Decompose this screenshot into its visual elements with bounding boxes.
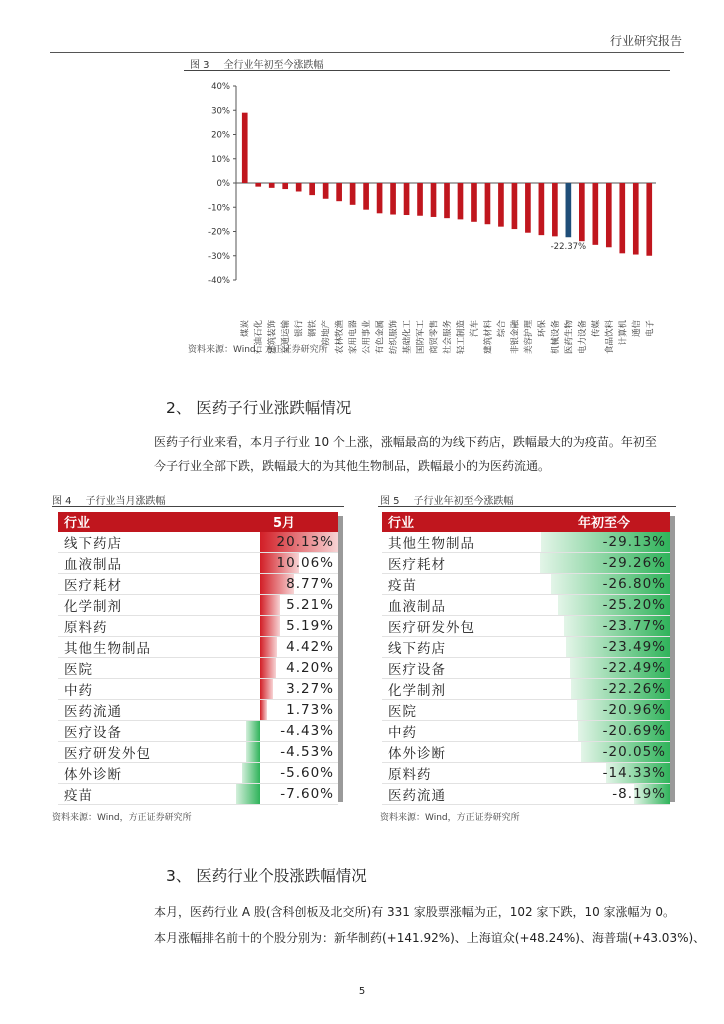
change-value: -4.53%: [230, 741, 338, 762]
value-bar: [260, 616, 280, 636]
bar-商贸零售: [431, 183, 437, 217]
table-row: [58, 720, 338, 741]
table-row: [382, 552, 670, 573]
x-tick-label: 银行: [294, 320, 305, 338]
table-row: [382, 699, 670, 720]
change-value: -29.26%: [538, 552, 670, 573]
table-row: [382, 741, 670, 762]
section3-para-line1: 本月，医药行业 A 股(含科创板及北交所)有 331 家股票涨幅为正，102 家下跌，10 家涨幅为 0。: [154, 905, 675, 919]
x-tick-label: 商贸零售: [429, 320, 440, 355]
fig3-number: 图 3: [190, 60, 210, 71]
change-value: -20.69%: [538, 720, 670, 741]
y-tick-label: 20%: [211, 130, 230, 141]
fig5-top-rule: [378, 506, 676, 507]
industry-name: 化学制剂: [58, 594, 230, 615]
fig4-title: 子行业当月涨跌幅: [85, 496, 166, 507]
industry-name: 医疗耗材: [58, 573, 230, 594]
table-row: [58, 552, 338, 573]
section2-para-line2: 今子行业全部下跌，跌幅最大的为其他生物制品，跌幅最小的为医药流通。: [154, 459, 551, 473]
industry-name: 医疗耗材: [382, 552, 538, 573]
x-tick-label: 传媒: [591, 320, 602, 338]
section3-para-line2: 本月涨幅排名前十的个股分别为：新华制药(+141.92%)、上海谊众(+48.24%)、海普瑞(+43.03%)、: [154, 931, 706, 945]
change-value: -7.60%: [230, 783, 338, 804]
x-tick-label: 美容护理: [523, 320, 534, 355]
fig3-caption: [190, 56, 324, 71]
section3-title: 3、 医药行业个股涨跌幅情况: [166, 867, 367, 885]
bar-社会服务: [444, 183, 450, 218]
x-tick-label: 纺织服饰: [389, 320, 400, 355]
bar-国防军工: [417, 183, 423, 216]
value-bar: [260, 700, 267, 720]
bar-钢铁: [309, 183, 315, 195]
table-row: [58, 532, 338, 553]
y-tick-label: 10%: [211, 154, 230, 165]
change-value: -22.26%: [538, 678, 670, 699]
industry-name: 医疗设备: [58, 720, 230, 741]
x-tick-label: 房地产: [321, 320, 332, 346]
x-tick-label: 汽车: [469, 320, 480, 338]
x-tick-label: 建筑材料: [483, 320, 494, 355]
industry-name: 疫苗: [58, 783, 230, 804]
fig4-source: 资料来源：Wind，方正证券研究所: [52, 813, 192, 823]
change-value: -26.80%: [538, 573, 670, 594]
value-bar: [260, 679, 273, 699]
bar-医药生物: [566, 183, 572, 237]
bar-公用事业: [363, 183, 369, 210]
change-value: 5.21%: [230, 594, 338, 615]
industry-name: 化学制剂: [382, 678, 538, 699]
table-row: [58, 636, 338, 657]
table-row: [382, 615, 670, 636]
bar-轻工制造: [458, 183, 464, 219]
table-row: [58, 783, 338, 804]
x-tick-label: 环保: [537, 320, 548, 338]
x-tick-label: 社会服务: [443, 320, 453, 355]
change-value: 10.06%: [230, 552, 338, 573]
table-row: [58, 762, 338, 783]
industry-name: 医药流通: [58, 699, 230, 720]
x-tick-label: 煤炭: [240, 320, 251, 338]
value-bar: [242, 763, 260, 783]
table-row: [58, 657, 338, 678]
fig4-top-rule: [52, 506, 344, 507]
bar-计算机: [619, 183, 625, 253]
table-row: [382, 678, 670, 699]
x-tick-label: 轻工制造: [456, 320, 467, 355]
bar-机械设备: [552, 183, 558, 236]
fig3-source: 资料来源：Wind，方正证券研究所: [188, 345, 328, 355]
x-tick-label: 有色金属: [375, 320, 386, 355]
value-bar: [260, 637, 277, 657]
section2-title: 2、 医药子行业涨跌幅情况: [166, 399, 352, 417]
y-tick-label: -30%: [208, 251, 230, 262]
table-row: [382, 720, 670, 741]
bar-电力设备: [579, 183, 585, 241]
table-row: [58, 741, 338, 762]
x-tick-label: 综合: [496, 320, 507, 338]
x-tick-label: 石油石化: [254, 320, 265, 355]
table-row: [382, 636, 670, 657]
bar-电子: [646, 183, 652, 256]
x-tick-label: 计算机: [618, 320, 629, 346]
y-tick-label: 0%: [216, 179, 230, 189]
bar-交通运输: [282, 183, 288, 189]
x-tick-label: 公用事业: [362, 320, 373, 355]
bar-房地产: [323, 183, 329, 199]
value-bar: [236, 784, 260, 804]
bar-传媒: [592, 183, 598, 245]
change-value: -20.96%: [538, 699, 670, 720]
y-tick-label: -10%: [208, 203, 230, 214]
industry-name: 线下药店: [382, 636, 538, 657]
industry-name: 医疗设备: [382, 657, 538, 678]
x-tick-label: 电子: [645, 320, 656, 338]
bar-基础化工: [404, 183, 410, 215]
change-value: -23.77%: [538, 615, 670, 636]
table-row: [382, 594, 670, 615]
table-row: [382, 657, 670, 678]
fig5-table: [382, 512, 670, 805]
x-tick-label: 非银金融: [510, 320, 521, 355]
x-tick-label: 食品饮料: [604, 320, 615, 355]
y-tick-label: 40%: [211, 82, 230, 92]
fig5-caption: [380, 492, 514, 507]
industry-name: 体外诊断: [58, 762, 230, 783]
table-row: [58, 594, 338, 615]
industry-name: 医药流通: [382, 783, 538, 804]
x-tick-label: 医药生物: [564, 320, 575, 355]
industry-name: 医院: [58, 657, 230, 678]
table-row: [58, 573, 338, 594]
bar-食品饮料: [606, 183, 612, 247]
industry-name: 中药: [382, 720, 538, 741]
column-header-industry: 行业: [382, 512, 538, 532]
industry-name: 医院: [382, 699, 538, 720]
fig4-caption: [52, 492, 166, 507]
bar-煤炭: [242, 113, 248, 183]
page-number: 5: [358, 986, 366, 997]
industry-name: 血液制品: [58, 552, 230, 573]
x-tick-label: 通信: [631, 320, 642, 338]
column-header-value: 年初至今: [538, 512, 670, 532]
x-tick-label: 钢铁: [308, 320, 319, 338]
value-bar: [260, 595, 280, 615]
industry-name: 其他生物制品: [58, 636, 230, 657]
industry-name: 医疗研发外包: [382, 615, 538, 636]
industry-name: 其他生物制品: [382, 532, 538, 553]
change-value: -14.33%: [538, 762, 670, 783]
table-row: [382, 532, 670, 553]
bar-建筑装饰: [269, 183, 275, 188]
x-tick-label: 交通运输: [281, 320, 292, 355]
fig4-number: 图 4: [52, 496, 72, 507]
bar-非银金融: [512, 183, 518, 229]
report-header: 行业研究报告: [609, 34, 682, 48]
table-header-row: [382, 512, 670, 532]
x-tick-label: 国防军工: [416, 320, 427, 355]
x-tick-label: 农林牧渔: [335, 320, 346, 355]
y-tick-label: 30%: [211, 106, 230, 117]
value-bar: [260, 658, 276, 678]
table-row: [382, 762, 670, 783]
change-value: 8.77%: [230, 573, 338, 594]
change-value: 1.73%: [230, 699, 338, 720]
y-tick-label: -20%: [208, 227, 230, 238]
fig5-table-shadow: [670, 516, 675, 802]
bar-农林牧渔: [336, 183, 342, 201]
table-row: [58, 699, 338, 720]
industry-name: 原料药: [58, 615, 230, 636]
y-tick-label: -40%: [208, 276, 230, 286]
change-value: -29.13%: [538, 532, 670, 553]
fig4-table: [58, 512, 338, 805]
bar-美容护理: [525, 183, 531, 233]
value-bar: [246, 742, 260, 762]
industry-name: 原料药: [382, 762, 538, 783]
bar-有色金属: [377, 183, 383, 213]
bar-家用电器: [350, 183, 356, 205]
x-tick-label: 电力设备: [577, 320, 588, 355]
header-divider: [50, 52, 684, 53]
change-value: 4.20%: [230, 657, 338, 678]
fig3-top-rule: [184, 70, 670, 71]
fig5-title: 子行业年初至今涨跌幅: [413, 496, 514, 507]
x-tick-label: 机械设备: [550, 320, 561, 355]
bar-石油石化: [255, 183, 261, 187]
industry-name: 疫苗: [382, 573, 538, 594]
change-value: 5.19%: [230, 615, 338, 636]
table-row: [382, 573, 670, 594]
x-tick-label: 建筑装饰: [267, 320, 278, 355]
bar-通信: [633, 183, 639, 255]
industry-name: 中药: [58, 678, 230, 699]
value-bar: [246, 721, 260, 741]
table-row: [382, 783, 670, 804]
bar-建筑材料: [485, 183, 491, 224]
bar-综合: [498, 183, 504, 227]
change-value: -22.49%: [538, 657, 670, 678]
fig4-table-shadow: [338, 516, 343, 802]
industry-name: 体外诊断: [382, 741, 538, 762]
section2-para-line1: 医药子行业来看，本月子行业 10 个上涨，涨幅最高的为线下药店，跌幅最大的为疫苗。年初至: [154, 435, 657, 449]
x-tick-label: 家用电器: [348, 320, 359, 355]
bar-环保: [539, 183, 545, 235]
change-value: -4.43%: [230, 720, 338, 741]
table-header-row: [58, 512, 338, 532]
change-value: -20.05%: [538, 741, 670, 762]
table-row: [58, 615, 338, 636]
industry-name: 医疗研发外包: [58, 741, 230, 762]
column-header-value: 5月: [230, 512, 338, 532]
fig5-source: 资料来源：Wind，方正证券研究所: [380, 813, 520, 823]
change-value: 20.13%: [230, 532, 338, 553]
industry-name: 血液制品: [382, 594, 538, 615]
change-value: -25.20%: [538, 594, 670, 615]
bar-纺织服饰: [390, 183, 396, 215]
fig5-number: 图 5: [380, 496, 400, 507]
change-value: -5.60%: [230, 762, 338, 783]
table-row: [58, 678, 338, 699]
x-tick-label: 基础化工: [402, 320, 413, 355]
bar-汽车: [471, 183, 477, 222]
change-value: 3.27%: [230, 678, 338, 699]
change-value: -23.49%: [538, 636, 670, 657]
change-value: 4.42%: [230, 636, 338, 657]
highlight-value-label: -22.37%: [550, 242, 587, 253]
fig3-title: 全行业年初至今涨跌幅: [223, 60, 324, 71]
change-value: -8.19%: [538, 783, 670, 804]
industry-name: 线下药店: [58, 532, 230, 553]
column-header-industry: 行业: [58, 512, 230, 532]
bar-银行: [296, 183, 302, 191]
